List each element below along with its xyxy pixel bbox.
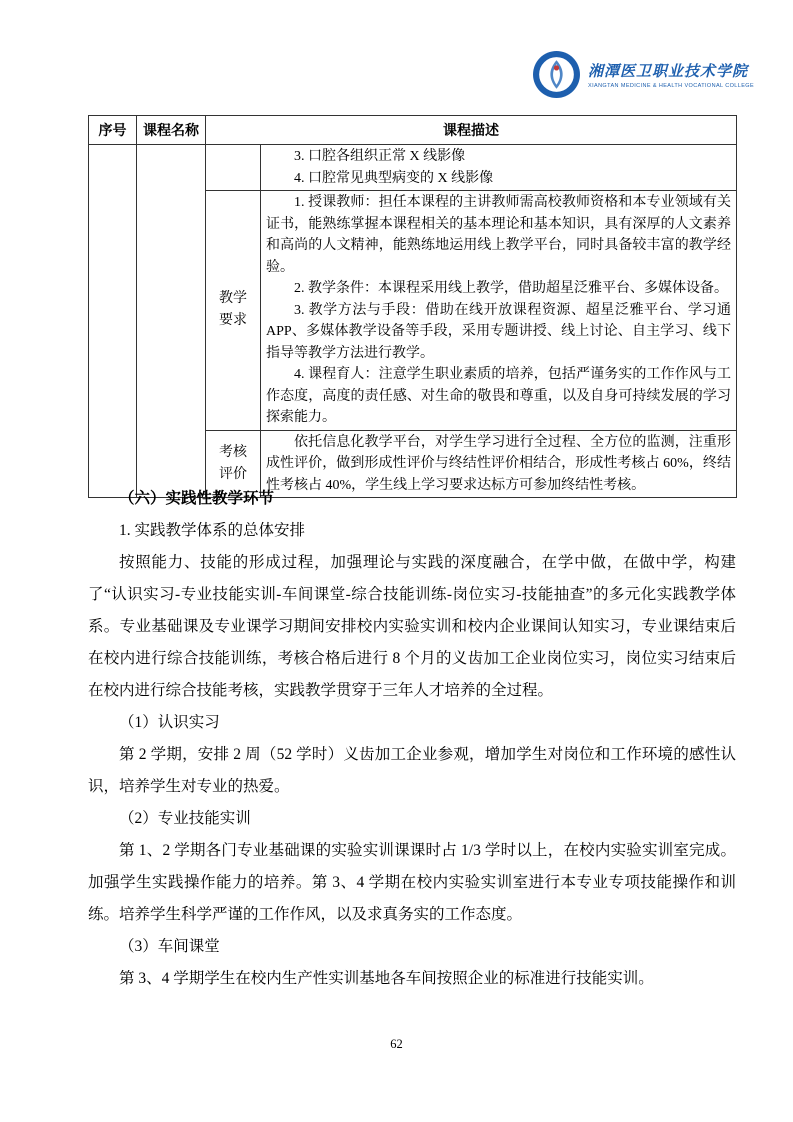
college-logo-emblem (532, 50, 581, 99)
teaching-requirements-content (261, 191, 737, 431)
sub-heading: 1. 实践教学体系的总体安排 (119, 522, 306, 539)
body-paragraph: 按照能力、技能的形成过程，加强理论与实践的深度融合，在学中做，在做中学，构建了“认识实习-专业技能实训-车间课堂-综合技能训练-岗位实习-技能抽查”的多元化实践教学体系。专业基础课及专业课学习期间安排校内实验实训和校内企业课间认知实习，专业课结束后在校内进行综合技能训练，考核合格后进行 8 个月的义齿加工企业岗位实习，岗位实习结束后在校内进行综合技能考核，实践教学贯穿于三年人才培养的全过程。 (88, 554, 736, 699)
table-paragraph: 4. 课程育人：注意学生职业素质的培养，包括严谨务实的工作作风与工作态度，高度的责任感、对生命的敬畏和尊重，以及自身可持续发展的学习探索能力。 (266, 367, 731, 425)
continuation-line: 3. 口腔各组织正常 X 线影像 (294, 149, 466, 164)
sub-heading: （1）认识实习 (119, 714, 220, 731)
label-line: 评价 (219, 466, 247, 482)
sub-heading: （2）专业技能实训 (119, 810, 251, 827)
body-paragraph: 第 1、2 学期各门专业基础课的实验实训课课时占 1/3 学时以上，在校内实验实训室完成。加强学生实践操作能力的培养。第 3、4 学期在校内实验实训室进行本专业专项技能操作和训练。培养学生科学严谨的工作作风，以及求真务实的工作态度。 (88, 842, 736, 923)
table-row-continuation (89, 145, 737, 191)
cell-serial-number (89, 145, 137, 498)
cell-continuation-content (261, 145, 737, 191)
col-header-course-desc: 课程描述 (206, 116, 737, 145)
course-description-table (88, 115, 737, 498)
col-header-no: 序号 (89, 116, 137, 145)
section-heading: （六）实践性教学环节 (119, 490, 275, 507)
table-paragraph: 依托信息化教学平台，对学生学习进行全过程、全方位的监测，注重形成性评价，做到形成性评价与终结性评价相结合，形成性考核占 60%，终结性考核占 40%，学生线上学习要求达标方可参加终结性考核。 (266, 434, 731, 493)
page-number: 62 (390, 1037, 403, 1051)
table-header-row (89, 116, 737, 145)
teaching-requirements-label (206, 191, 261, 431)
label-line: 教学 (219, 291, 247, 307)
cell-empty-label (206, 145, 261, 191)
col-header-course-name: 课程名称 (137, 116, 206, 145)
cell-course-name (137, 145, 206, 498)
table-paragraph: 3. 教学方法与手段：借助在线开放课程资源、超星泛雅平台、学习通 APP、多媒体教学设备等手段，采用专题讲授、线上讨论、自主学习、线下指导等教学方法进行教学。 (266, 302, 731, 361)
college-logo-text (588, 60, 754, 89)
label-line: 考核 (219, 444, 247, 460)
college-logo (532, 50, 754, 99)
sub-heading: （3）车间课堂 (119, 938, 220, 955)
body-content (88, 483, 736, 995)
college-name-english: XIANGTAN MEDICINE & HEALTH VOCATIONAL COLLEGE (588, 83, 755, 89)
table-paragraph: 2. 教学条件：本课程采用线上教学，借助超星泛雅平台、多媒体设备。 (294, 281, 728, 296)
continuation-line: 4. 口腔常见典型病变的 X 线影像 (294, 170, 494, 186)
body-paragraph: 第 2 学期，安排 2 周（52 学时）义齿加工企业参观，增加学生对岗位和工作环境的感性认识，培养学生对专业的热爱。 (88, 746, 736, 795)
label-line: 要求 (219, 313, 247, 329)
college-name-chinese: 湘潭医卫职业技术学院 (588, 64, 749, 80)
table-paragraph: 1. 授课教师：担任本课程的主讲教师需高校教师资格和本专业领域有关证书，能熟练掌握本课程相关的基本理论和基本知识，具有深厚的人文素养和高尚的人文精神，能熟练地运用线上教学平台，同时具备较丰富的教学经验。 (266, 195, 731, 275)
body-paragraph: 第 3、4 学期学生在校内生产性实训基地各车间按照企业的标准进行技能实训。 (119, 970, 654, 987)
